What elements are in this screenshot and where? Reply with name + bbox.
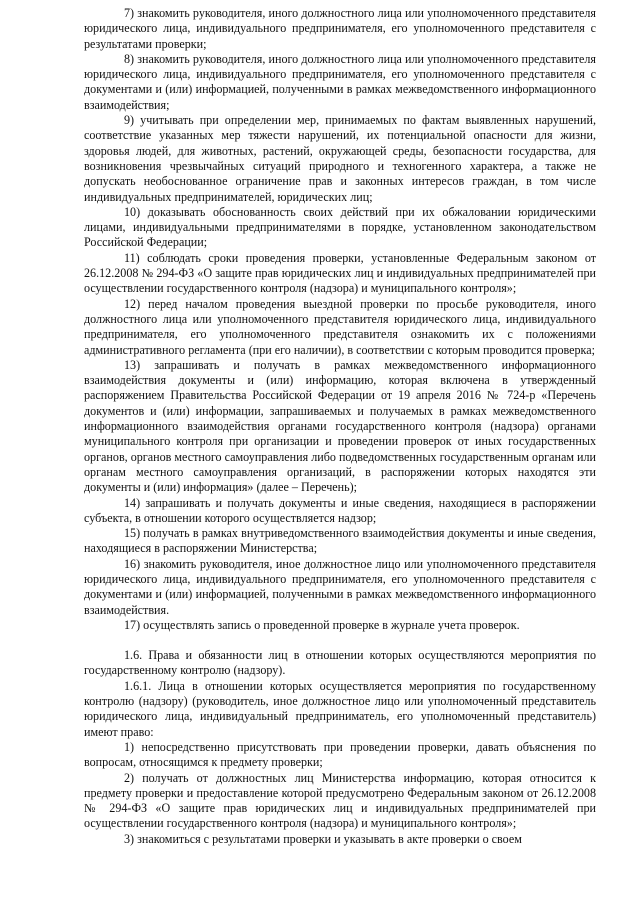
paragraph-item-9: 9) учитывать при определении мер, принимаемых по фактам выявленных нарушений, соответствие указанных мер тяжести нарушений, их потенциальной опасности для жизни, здоровья людей, для животных, растений, окружающей среды, безопасности государства, для возникновения чрезвычайных ситуаций природного и техногенного характера, а также не допускать необоснованное ограничение прав и законных интересов граждан, в том числе индивидуальных предпринимателей, юридических лиц; — [84, 113, 596, 204]
paragraph-item-12: 12) перед началом проведения выездной проверки по просьбе руководителя, иного должностного лица или уполномоченного представителя юридического лица, индивидуального предпринимателя, его уполномоченного представителя ознакомить их с положениями административного регламента (при его наличии), в соответствии с которым проводится проверка; — [84, 296, 596, 357]
paragraph-item-11: 11) соблюдать сроки проведения проверки, установленные Федеральным законом от 26.12.2008 № 294-ФЗ «О защите прав юридических лиц и индивидуальных предпринимателей при осуществлении государственного контроля (надзора) и муниципального контроля»; — [84, 250, 596, 296]
section-paragraph-right-2: 2) получать от должностных лиц Министерства информацию, которая относится к предмету проверки и предоставление которой предусмотрено Федеральным законом от 26.12.2008 № 294-ФЗ «О защите прав юридических лиц и индивидуальных предпринимателей при осуществлении государственного контроля (надзора) и муниципального контроля»; — [84, 770, 596, 831]
document-page — [84, 6, 596, 847]
section-paragraph-right-1: 1) непосредственно присутствовать при проведении проверки, давать объяснения по вопросам, относящимся к предмету проверки; — [84, 739, 596, 770]
paragraph-item-15: 15) получать в рамках внутриведомственного взаимодействия документы и иные сведения, находящиеся в распоряжении Министерства; — [84, 526, 596, 556]
section-heading: 1.6. Права и обязанности лиц в отношении которых осуществляются мероприятия по государственному контролю (надзору). — [84, 648, 596, 678]
paragraph-item-10: 10) доказывать обоснованность своих действий при их обжаловании юридическими лицами, индивидуальными предпринимателями в порядке, установленном законодательством Российской Федерации; — [84, 204, 596, 250]
paragraph-item-14: 14) запрашивать и получать документы и иные сведения, находящиеся в распоряжении субъекта, в отношении которого осуществляется надзор; — [84, 495, 596, 525]
paragraph-item-16: 16) знакомить руководителя, иное должностное лицо или уполномоченного представителя юридического лица, индивидуального предпринимателя, его уполномоченного представителя с документами и (или) информацией, полученными в рамках межведомственного информационного взаимодействия. — [84, 556, 596, 617]
section-paragraph-right-3: 3) знакомиться с результатами проверки и указывать в акте проверки о своем — [124, 831, 522, 846]
section-spacer — [84, 633, 596, 648]
paragraph-item-17: 17) осуществлять запись о проведенной проверке в журнале учета проверок. — [124, 617, 520, 632]
paragraph-item-8: 8) знакомить руководителя, иного должностного лица или уполномоченного представителя юридического лица, индивидуального предпринимателя, его уполномоченного представителя с документами и (или) информацией, полученными в рамках межведомственного информационного взаимодействия; — [84, 51, 596, 112]
paragraph-item-7: 7) знакомить руководителя, иного должностного лица или уполномоченного представителя юридического лица, индивидуального предпринимателя, его уполномоченного представителя с результатами проверки; — [84, 6, 596, 51]
paragraph-item-13: 13) запрашивать и получать в рамках межведомственного информационного взаимодействия документы и (или) информацию, которая включена в утвержденный распоряжением Правительства Российской Федерации от 19 апреля 2016 № 724-р «Перечень документов и (или) информации, запрашиваемых и получаемых в рамках межведомственного информационного взаимодействия органами государственного контроля (надзора) органами муниципального контроля при организации и проведении проверок от иных государственных органов, органов местного самоуправления либо подведомственных государственным органам или органам местного самоуправления организаций, в распоряжении которых находятся эти документы и (или) информация» (далее – Перечень); — [84, 357, 596, 495]
section-paragraph-1-6-1: 1.6.1. Лица в отношении которых осуществляется мероприятия по государственному контролю (надзору) (руководитель, иное должностное лицо или уполномоченный представитель юридического лица, индивидуальный предприниматель, его уполномоченный представитель) имеют право: — [84, 678, 596, 739]
